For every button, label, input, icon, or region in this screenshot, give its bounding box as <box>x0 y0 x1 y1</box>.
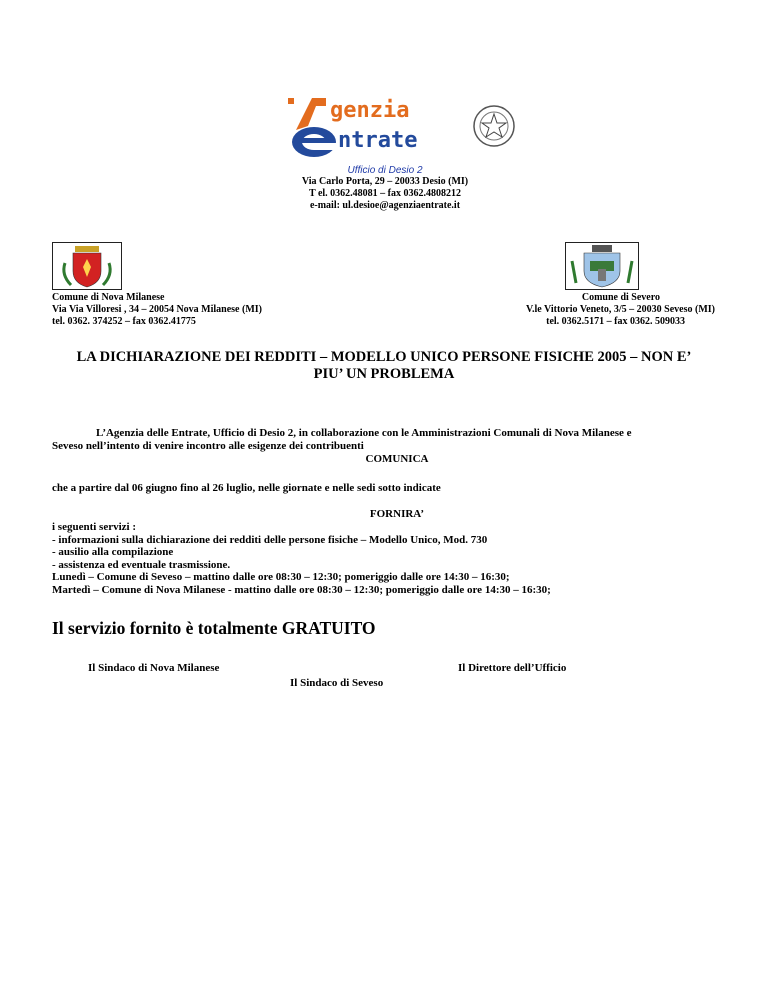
intro-line-2: Seveso nell’intento di venire incontro alle esigenze dei contribuenti <box>52 440 364 452</box>
service-item: - informazioni sulla dichiarazione dei redditi delle persone fisiche – Modello Unico, Mod. 730 <box>52 533 488 546</box>
agenzia-entrate-logo <box>286 96 516 160</box>
title-line-1: LA DICHIARAZIONE DEI REDDITI – MODELLO UNICO PERSONE FISICHE 2005 – NON E’ <box>76 349 692 365</box>
nova-address: Via Via Villoresi , 34 – 20054 Nova Milanese (MI) <box>52 304 262 315</box>
service-item: - assistenza ed eventuale trasmissione. <box>52 558 231 571</box>
logo-text-ntrate: ntrate <box>338 128 418 153</box>
logo-text-genzia: genzia <box>330 98 410 123</box>
seveso-info <box>420 292 715 328</box>
office-address: Via Carlo Porta, 29 – 20033 Desio (MI) <box>301 176 469 187</box>
title-line-2: PIU’ UN PROBLEMA <box>313 366 455 382</box>
nova-milanese-info <box>52 292 352 328</box>
dates-line: che a partire dal 06 giugno fino al 26 luglio, nelle giornate e nelle sedi sotto indicate <box>52 482 441 494</box>
comunica-heading: COMUNICA <box>365 453 429 465</box>
services-block <box>52 521 742 597</box>
intro-line-1: L’Agenzia delle Entrate, Ufficio di Desio 2, in collaborazione con le Amministrazioni Comunali di Nova Milanese e <box>96 427 632 439</box>
office-phone: T el. 0362.48081 – fax 0362.4808212 <box>308 188 462 199</box>
fornira-heading: FORNIRA’ <box>369 508 425 520</box>
seveso-name: Comune di Severo <box>581 292 660 303</box>
nova-name: Comune di Nova Milanese <box>52 292 165 303</box>
signature-seveso: Il Sindaco di Seveso <box>290 677 384 689</box>
office-name: Ufficio di Desio 2 <box>347 165 423 176</box>
seveso-crest-icon <box>566 243 638 289</box>
intro-paragraph <box>52 427 742 466</box>
free-service-statement: Il servizio fornito è totalmente GRATUITO <box>52 618 376 638</box>
signature-director: Il Direttore dell’Ufficio <box>458 662 567 674</box>
page-title <box>40 349 728 383</box>
nova-crest-icon <box>53 243 121 289</box>
signature-nova: Il Sindaco di Nova Milanese <box>88 662 220 674</box>
office-email: e-mail: ul.desioe@agenziaentrate.it <box>309 200 461 211</box>
seveso-phone: tel. 0362.5171 – fax 0362. 509033 <box>546 316 685 327</box>
service-item: - ausilio alla compilazione <box>52 546 174 559</box>
schedule-item: Lunedì – Comune di Seveso – mattino dalle ore 08:30 – 12:30; pomeriggio dalle ore 14:30 – 16:30; <box>52 571 510 584</box>
nova-milanese-crest <box>52 242 122 290</box>
seveso-address: V.le Vittorio Veneto, 3/5 – 20030 Seveso (MI) <box>526 304 715 315</box>
seveso-crest <box>565 242 639 290</box>
services-intro: i seguenti servizi : <box>52 521 137 533</box>
nova-phone: tel. 0362. 374252 – fax 0362.41775 <box>52 316 196 327</box>
schedule-item: Martedì – Comune di Nova Milanese - mattino dalle ore 08:30 – 12:30; pomeriggio dalle ore 14:30 – 16:30; <box>52 583 551 596</box>
office-header <box>250 165 520 212</box>
